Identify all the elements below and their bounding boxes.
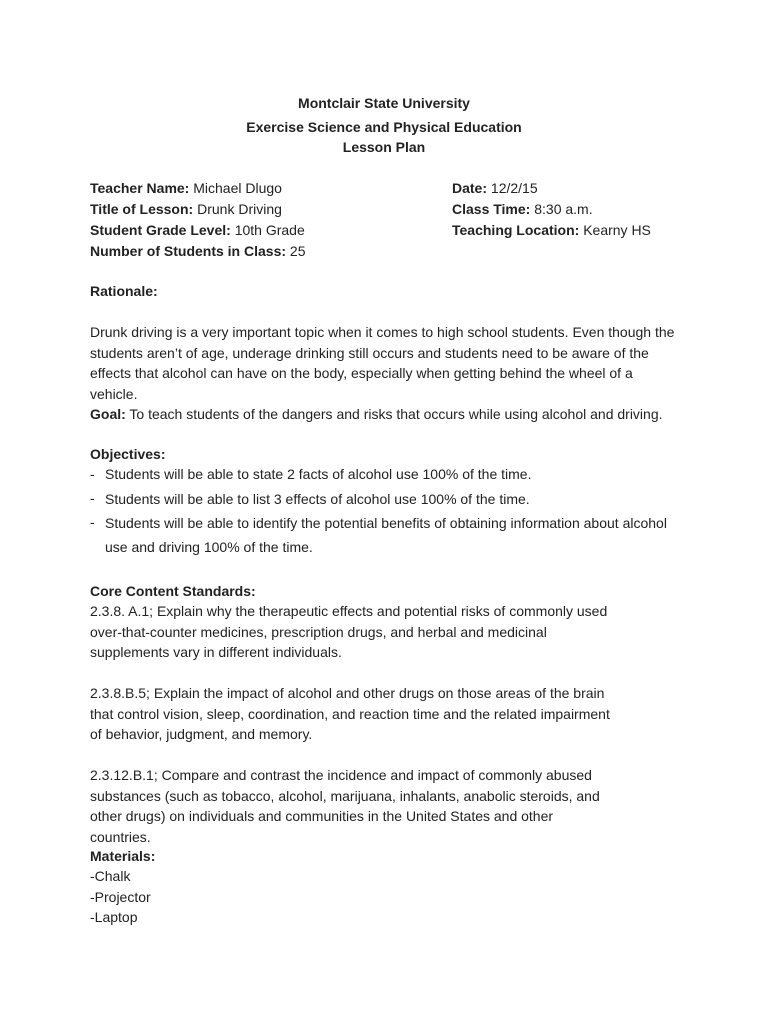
date-row [452,178,538,198]
class-time-row [452,199,593,219]
teacher-name-label: Teacher Name: [90,180,190,196]
materials-heading: Materials: [90,848,156,864]
location-value: Kearny HS [579,222,651,238]
rationale-heading: Rationale: [90,283,158,299]
objective-item: Students will be able to state 2 facts of alcohol use 100% of the time. [105,466,532,482]
location-label: Teaching Location: [452,222,580,238]
standard-item: 2.3.8. A.1; Explain why the therapeutic effects and potential risks of commonly used over-that-counter medicines, prescription drugs, and herbal and medicinal supplements vary in different individuals. [90,603,608,660]
class-time-value: 8:30 a.m. [530,201,593,217]
document-type-title: Lesson Plan [342,139,426,155]
student-count-value: 25 [286,243,306,259]
university-title: Montclair State University [298,95,470,111]
material-item: -Projector [90,889,151,905]
lesson-title-label: Title of Lesson: [90,201,194,217]
teacher-name-row [90,178,282,198]
material-item: -Laptop [90,909,138,925]
standard-item: 2.3.12.B.1; Compare and contrast the incidence and impact of commonly abused substances (such as tobacco, alcohol, marijuana, inhalants, anabolic steroids, and other drugs) on individuals and communities in the United States and other countries. [90,767,600,845]
goal-text: To teach students of the dangers and risks that occurs while using alcohol and driving. [125,406,663,422]
teacher-name-value: Michael Dlugo [189,180,282,196]
grade-level-row [90,220,305,240]
objectives-heading: Objectives: [90,446,166,462]
date-label: Date: [452,180,488,196]
material-item: -Chalk [90,868,131,884]
date-value: 12/2/15 [487,180,538,196]
grade-level-label: Student Grade Level: [90,222,231,238]
objective-item: Students will be able to list 3 effects of alcohol use 100% of the time. [105,491,530,507]
student-count-label: Number of Students in Class: [90,243,287,259]
objective-dash: - [90,466,95,482]
goal-label: Goal: [90,406,126,422]
class-time-label: Class Time: [452,201,531,217]
standard-item: 2.3.8.B.5; Explain the impact of alcohol and other drugs on those areas of the brain that control vision, sleep, coordination, and reaction time and the related impairment of behavior, judgment, and memory. [90,685,610,742]
location-row [452,220,651,240]
lesson-title-value: Drunk Driving [193,201,282,217]
objective-dash: - [90,514,95,530]
rationale-text: Drunk driving is a very important topic when it comes to high school students. Even though the students aren’t of age, underage drinking still occurs and students need to be aware of the effects that alcohol can have on the body, especially when getting behind the wheel of a vehicle. [90,324,675,402]
lesson-title-row [90,199,282,219]
department-title: Exercise Science and Physical Education [246,119,522,135]
standards-heading: Core Content Standards: [90,583,256,599]
grade-level-value: 10th Grade [230,222,305,238]
objective-dash: - [90,490,95,506]
objective-item: Students will be able to identify the potential benefits of obtaining information about alcohol use and driving 100% of the time. [105,515,667,555]
goal-row [90,404,663,424]
student-count-row [90,241,306,261]
